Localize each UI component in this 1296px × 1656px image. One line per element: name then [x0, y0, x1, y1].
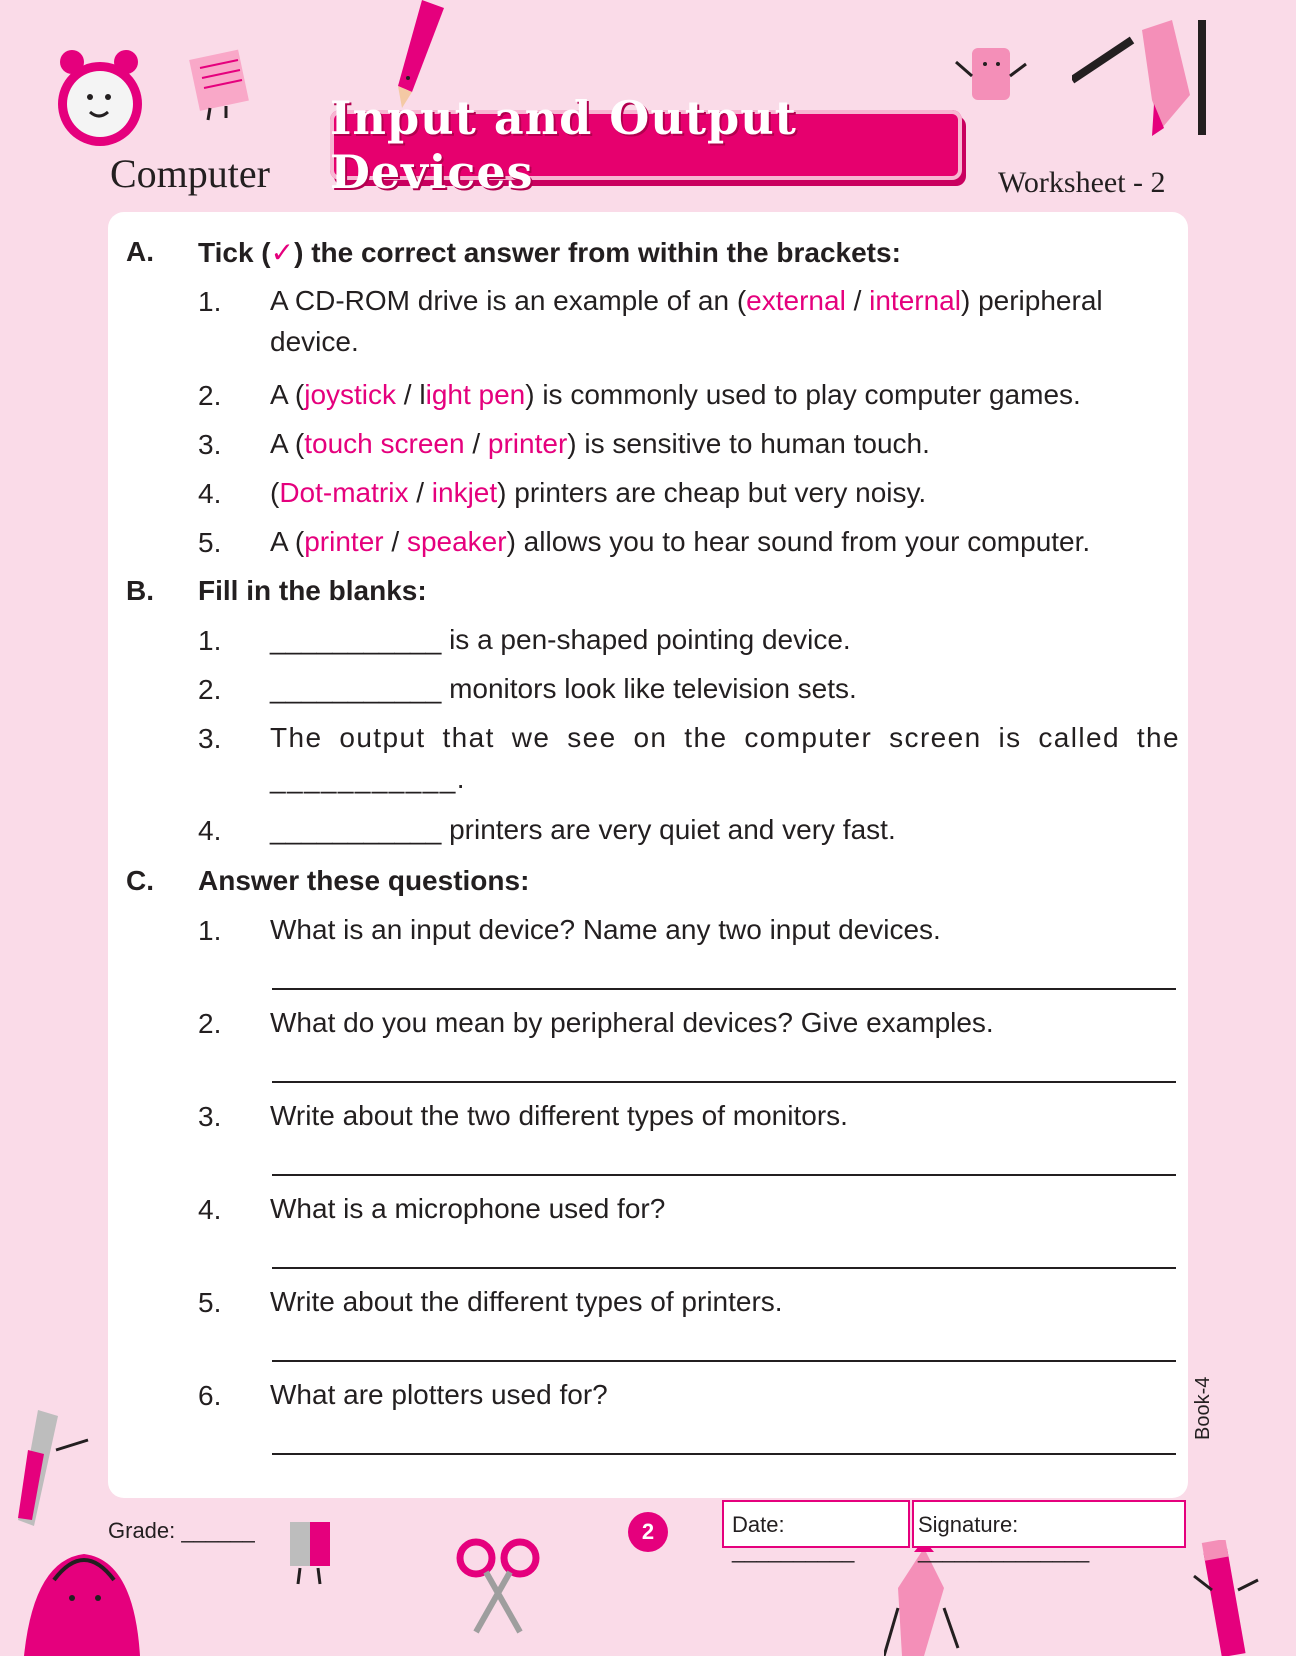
a-item-1: A CD-ROM drive is an example of an (external / internal) peripheral device. — [270, 285, 1103, 357]
grade-field[interactable]: Grade: ______ — [108, 1518, 255, 1543]
option-printer[interactable]: printer — [487, 428, 568, 459]
section-a-letter: A. — [126, 236, 154, 267]
date-field: Date: __________ — [732, 1512, 855, 1563]
notepad-icon — [180, 44, 260, 124]
answer-line[interactable] — [272, 1360, 1176, 1362]
c-question-3: Write about the two different types of monitors. — [270, 1100, 848, 1131]
section-b-letter: B. — [126, 575, 154, 606]
b-item-4[interactable]: ___________ printers are very quiet and very fast. — [270, 814, 896, 845]
c-item-number: 6. — [198, 1380, 222, 1411]
sharpener-icon — [282, 1518, 342, 1588]
c-question-1: What is an input device? Name any two input devices. — [270, 914, 941, 945]
signature-box[interactable] — [912, 1500, 1186, 1563]
section-b-instruction: Fill in the blanks: — [198, 575, 427, 606]
b-item-number: 4. — [198, 815, 222, 846]
a-item-number: 4. — [198, 478, 222, 509]
answer-line[interactable] — [272, 1174, 1176, 1176]
a-item-3: A (touch screen / printer) is sensitive to human touch. — [270, 428, 930, 459]
tick-icon: ✓ — [270, 237, 295, 268]
a-item-5: A (printer / speaker) allows you to hear sound from your computer. — [270, 526, 1091, 557]
option-dot-matrix[interactable]: Dot-matrix — [279, 477, 409, 508]
c-question-4: What is a microphone used for? — [270, 1193, 666, 1224]
a-item-number: 3. — [198, 429, 222, 460]
a-item-4: (Dot-matrix / inkjet) printers are cheap but very noisy. — [270, 477, 927, 508]
answer-line[interactable] — [272, 1081, 1176, 1083]
c-item-number: 3. — [198, 1101, 222, 1132]
option-inkjet[interactable]: inkjet — [431, 477, 498, 508]
a-item-2: A (joystick / light pen) is commonly used to play computer games. — [270, 379, 1081, 410]
signature-field: Signature: ______________ — [918, 1512, 1090, 1563]
c-item-number: 4. — [198, 1194, 222, 1225]
option-joystick[interactable]: joystick — [304, 379, 397, 410]
option-external[interactable]: external — [746, 285, 846, 316]
book-label: Book-4 — [1192, 1376, 1214, 1440]
section-a-instruction: Tick (✓) the correct answer from within the brackets: — [198, 237, 901, 268]
a-item-number: 2. — [198, 380, 222, 411]
worksheet-label: Worksheet - 2 — [998, 166, 1166, 199]
compass-icon — [1072, 10, 1212, 140]
c-question-5: Write about the different types of printers. — [270, 1286, 783, 1317]
answer-line[interactable] — [272, 1453, 1176, 1455]
b-item-number: 1. — [198, 625, 222, 656]
c-item-number: 2. — [198, 1008, 222, 1039]
answer-line[interactable] — [272, 1267, 1176, 1269]
a-item-number: 5. — [198, 527, 222, 558]
scissors-icon — [454, 1536, 544, 1636]
b-item-number: 3. — [198, 723, 222, 754]
date-box[interactable] — [722, 1500, 910, 1563]
subject-label: Computer — [110, 151, 270, 196]
crayon-icon — [884, 1548, 964, 1656]
a-item-number: 1. — [198, 286, 222, 317]
eraser-icon — [952, 40, 1032, 120]
section-c-letter: C. — [126, 865, 154, 896]
option-touch-screen[interactable]: touch screen — [304, 428, 465, 459]
section-c-instruction: Answer these questions: — [198, 865, 530, 896]
title-banner — [330, 91, 962, 199]
b-item-2[interactable]: ___________ monitors look like television sets. — [270, 673, 857, 704]
c-question-6: What are plotters used for? — [270, 1379, 608, 1410]
c-item-number: 1. — [198, 915, 222, 946]
option-printer[interactable]: printer — [304, 526, 384, 557]
answer-line[interactable] — [272, 988, 1176, 990]
ruler-icon — [8, 1410, 98, 1530]
pen-icon — [1192, 1540, 1262, 1656]
b-item-3[interactable]: The output that we see on the computer screen is called the ___________. — [270, 722, 1180, 794]
alarm-clock-icon — [50, 42, 150, 152]
option-internal[interactable]: internal — [869, 285, 961, 316]
b-item-1[interactable]: ___________ is a pen-shaped pointing device. — [270, 624, 851, 655]
c-question-2: What do you mean by peripheral devices? Give examples. — [270, 1007, 994, 1038]
option-light-pen[interactable]: ight pen — [425, 379, 526, 410]
b-item-number: 2. — [198, 674, 222, 705]
option-speaker[interactable]: speaker — [406, 526, 507, 557]
page-number: 2 — [628, 1512, 668, 1552]
c-item-number: 5. — [198, 1287, 222, 1318]
page-title: Input and Output Devices — [330, 91, 797, 199]
